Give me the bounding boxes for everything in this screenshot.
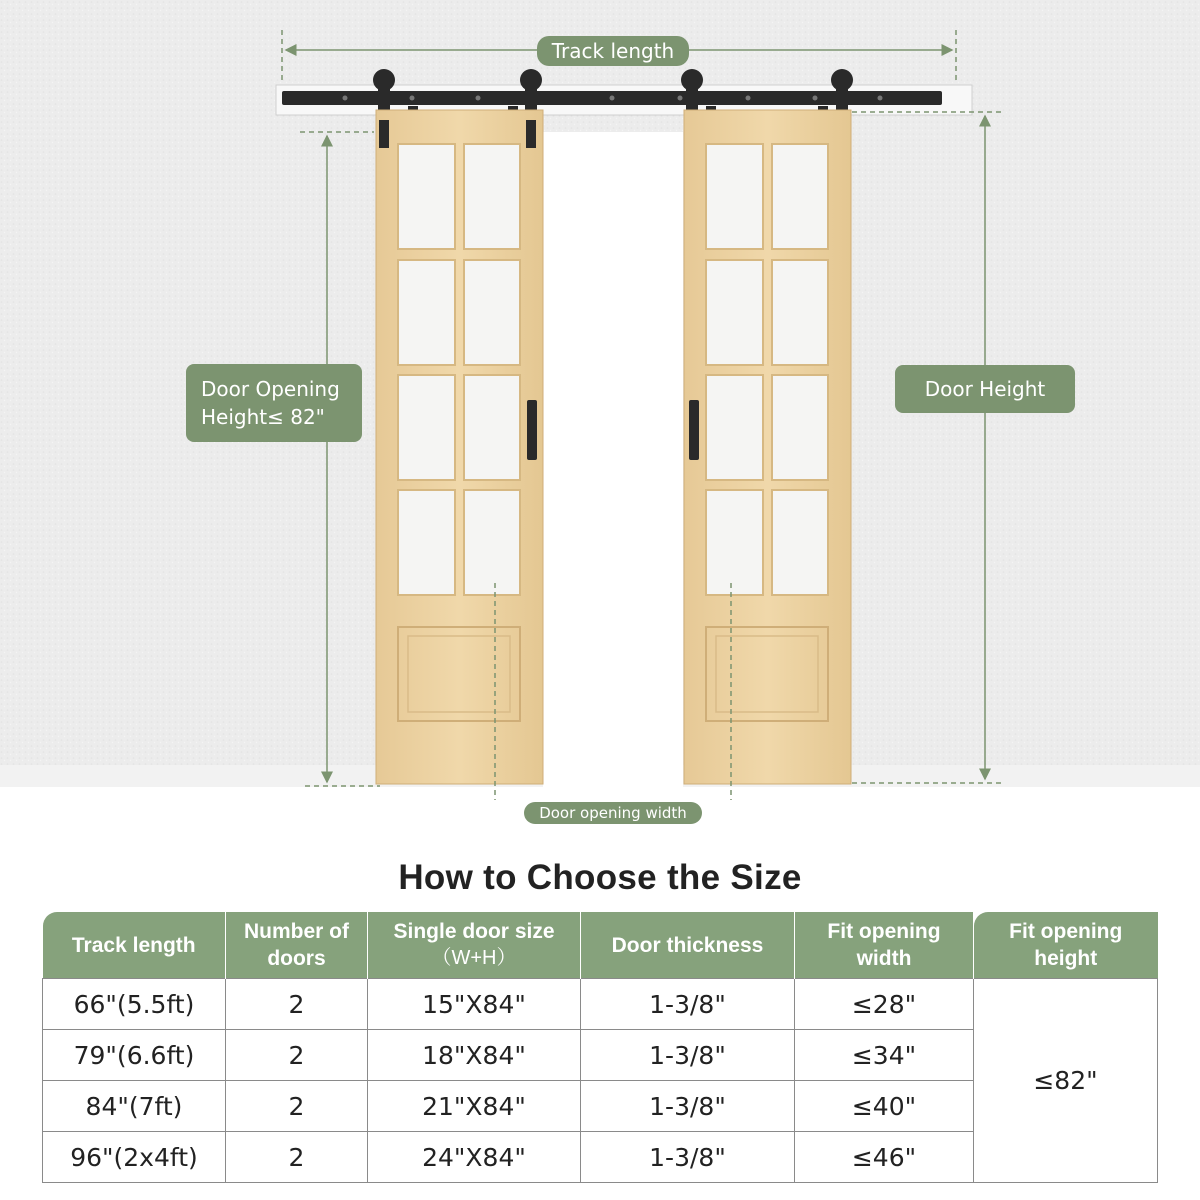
- door-height-label: [895, 365, 1075, 413]
- size-guide-heading: How to Choose the Size: [398, 858, 802, 897]
- cell-door-thickness: 1-3/8": [581, 979, 795, 1030]
- cell-door-thickness: 1-3/8": [581, 1030, 795, 1081]
- column-header-door-thickness: Door thickness: [581, 912, 795, 979]
- column-header-fit-opening-height: Fit opening height: [974, 912, 1158, 979]
- track-length-label: Track length: [551, 39, 675, 63]
- cell-fit-opening-width: ≤46": [795, 1132, 974, 1183]
- cell-single-door-size: 24"X84": [368, 1132, 581, 1183]
- door-opening-height-label-line1: Door Opening: [201, 377, 340, 401]
- cell-fit-opening-width: ≤28": [795, 979, 974, 1030]
- cell-door-thickness: 1-3/8": [581, 1081, 795, 1132]
- cell-fit-opening-height: ≤82": [974, 979, 1158, 1183]
- cell-track-length: 79"(6.6ft): [43, 1030, 226, 1081]
- left-door: [376, 110, 543, 784]
- table-row: [43, 979, 1158, 1030]
- cell-track-length: 96"(2x4ft): [43, 1132, 226, 1183]
- door-opening-height-label: [186, 364, 362, 442]
- column-header-fit-opening-width: Fit opening width: [795, 912, 974, 979]
- column-header-track-length: Track length: [43, 912, 226, 979]
- door-opening: [543, 132, 683, 787]
- door-handle: [689, 400, 699, 460]
- table-header-row: [43, 912, 1158, 979]
- door-opening-width-label: [524, 802, 702, 824]
- cell-fit-opening-width: ≤34": [795, 1030, 974, 1081]
- cell-single-door-size: 21"X84": [368, 1081, 581, 1132]
- size-table: [42, 912, 1158, 1183]
- cell-door-thickness: 1-3/8": [581, 1132, 795, 1183]
- door-height-label-text: Door Height: [924, 377, 1046, 401]
- cell-track-length: 84"(7ft): [43, 1081, 226, 1132]
- door-opening-width-label-text: Door opening width: [539, 804, 687, 822]
- column-header-subtext: （W+H）: [431, 947, 517, 969]
- cell-number-of-doors: 2: [226, 1030, 368, 1081]
- column-header-number-of-doors: Number of doors: [226, 912, 368, 979]
- cell-single-door-size: 18"X84": [368, 1030, 581, 1081]
- column-header-single-door-size: Single door size （W+H）: [368, 912, 581, 979]
- right-door: [684, 110, 851, 784]
- cell-single-door-size: 15"X84": [368, 979, 581, 1030]
- door-opening-height-label-line2: Height≤ 82": [201, 405, 325, 429]
- cell-fit-opening-width: ≤40": [795, 1081, 974, 1132]
- door-handle: [527, 400, 537, 460]
- cell-number-of-doors: 2: [226, 1132, 368, 1183]
- cell-track-length: 66"(5.5ft): [43, 979, 226, 1030]
- cell-number-of-doors: 2: [226, 979, 368, 1030]
- cell-number-of-doors: 2: [226, 1081, 368, 1132]
